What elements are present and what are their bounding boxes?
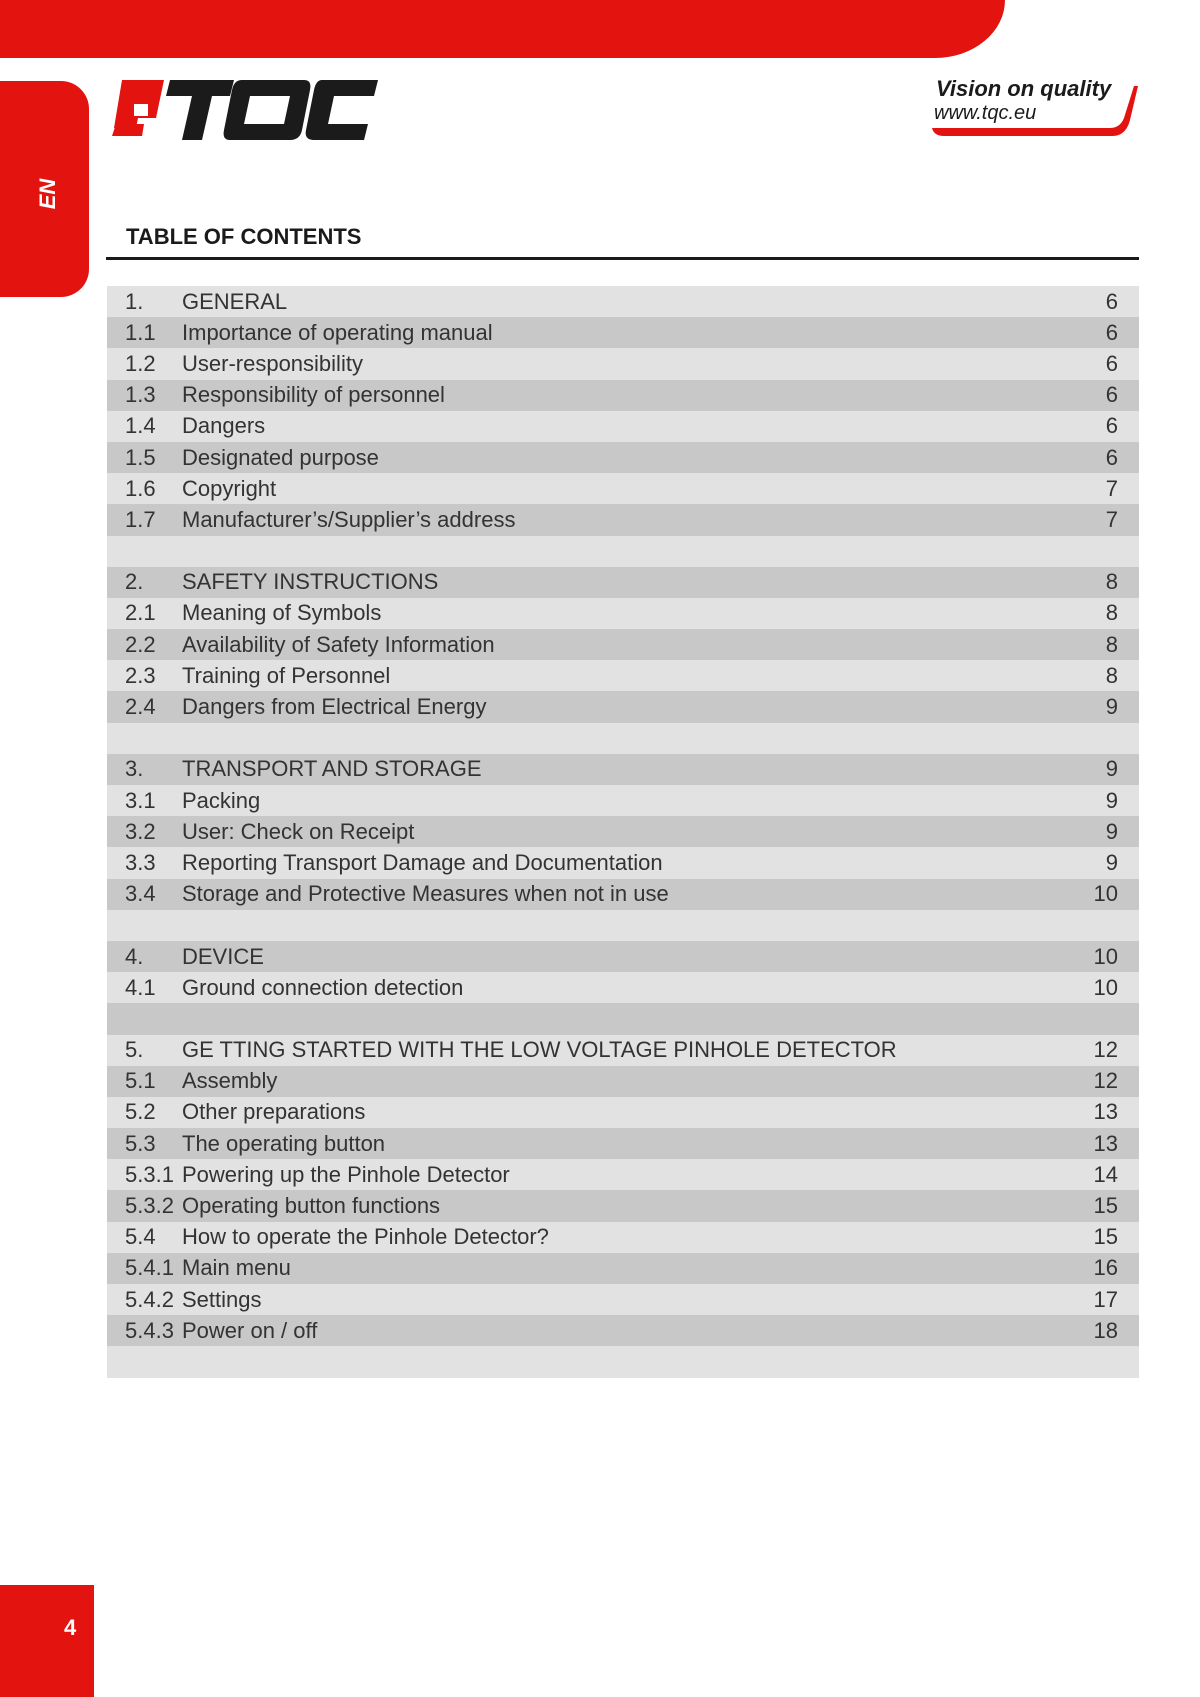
- toc-entry-page: 6: [1105, 350, 1118, 376]
- toc-entry[interactable]: [107, 785, 1139, 816]
- toc-entry-number: 5.: [125, 1037, 144, 1063]
- slogan-text: Vision on quality: [936, 76, 1112, 101]
- toc-entry[interactable]: [107, 1066, 1139, 1097]
- toc-entry-page: 9: [1105, 756, 1118, 782]
- toc-entry-page: 6: [1105, 382, 1118, 408]
- toc-entry-page: 6: [1105, 413, 1118, 439]
- toc-entry-label: Powering up the Pinhole Detector: [182, 1161, 510, 1187]
- toc-table: [107, 286, 1139, 1378]
- toc-entry[interactable]: [107, 1097, 1139, 1128]
- toc-entry[interactable]: [107, 317, 1139, 348]
- toc-entry[interactable]: [107, 1315, 1139, 1346]
- toc-entry[interactable]: [107, 380, 1139, 411]
- toc-entry-label: Importance of operating manual: [182, 319, 493, 345]
- toc-entry-label: Availability of Safety Information: [182, 631, 495, 657]
- toc-entry-number: 2.2: [125, 631, 156, 657]
- page-number-box: [0, 1585, 94, 1697]
- toc-entry[interactable]: [107, 1284, 1139, 1315]
- toc-entry-number: 3.4: [125, 881, 156, 907]
- toc-entry-number: 4.1: [125, 974, 156, 1000]
- toc-entry-number: 2.4: [125, 694, 156, 720]
- toc-entry-label: Main menu: [182, 1255, 291, 1281]
- toc-entry-page: 10: [1093, 881, 1118, 907]
- toc-entry[interactable]: [107, 442, 1139, 473]
- toc-entry-label: Other preparations: [182, 1099, 366, 1125]
- toc-entry-page: 8: [1105, 600, 1118, 626]
- toc-entry-number: 5.4.3: [125, 1317, 174, 1343]
- toc-entry-page: 17: [1093, 1286, 1118, 1312]
- toc-entry-label: Designated purpose: [182, 444, 379, 470]
- toc-spacer-row: [107, 1346, 1139, 1377]
- toc-entry-number: 1.7: [125, 506, 156, 532]
- toc-spacer-row: [107, 723, 1139, 754]
- toc-entry-page: 9: [1105, 818, 1118, 844]
- language-tab: [0, 81, 89, 297]
- toc-entry-page: 13: [1093, 1130, 1118, 1156]
- toc-entry-label: Meaning of Symbols: [182, 600, 382, 626]
- toc-entry-page: 6: [1105, 288, 1118, 314]
- toc-entry-page: 7: [1105, 475, 1118, 501]
- toc-entry[interactable]: [107, 411, 1139, 442]
- toc-entry-number: 3.2: [125, 818, 156, 844]
- tqc-logo: [108, 78, 380, 142]
- toc-entry-number: 5.4.1: [125, 1255, 174, 1281]
- toc-entry-page: 13: [1093, 1099, 1118, 1125]
- toc-entry-label: User-responsibility: [182, 350, 363, 376]
- toc-entry-label: GE TTING STARTED WITH THE LOW VOLTAGE PINHOLE DETECTOR: [182, 1037, 897, 1063]
- top-red-band: [0, 0, 1005, 58]
- toc-entry-label: Power on / off: [182, 1317, 318, 1343]
- toc-entry-page: 8: [1105, 569, 1118, 595]
- toc-entry-label: Assembly: [182, 1068, 278, 1094]
- toc-entry-page: 12: [1093, 1068, 1118, 1094]
- toc-entry-page: 9: [1105, 694, 1118, 720]
- toc-entry[interactable]: [107, 1128, 1139, 1159]
- toc-entry[interactable]: [107, 473, 1139, 504]
- toc-entry-label: Responsibility of personnel: [182, 382, 445, 408]
- slogan-block: [930, 76, 1142, 140]
- toc-spacer-row: [107, 910, 1139, 941]
- toc-entry-label: User: Check on Receipt: [182, 818, 415, 844]
- toc-spacer-row: [107, 536, 1139, 567]
- toc-entry-label: GENERAL: [182, 288, 288, 314]
- toc-entry-number: 1.2: [125, 350, 156, 376]
- toc-entry-label: Operating button functions: [182, 1193, 441, 1219]
- toc-spacer-row: [107, 1003, 1139, 1034]
- toc-entry-number: 5.3.2: [125, 1193, 174, 1219]
- toc-entry[interactable]: [107, 691, 1139, 722]
- toc-entry-label: Settings: [182, 1286, 262, 1312]
- toc-entry[interactable]: [107, 879, 1139, 910]
- toc-entry[interactable]: [107, 847, 1139, 878]
- toc-entry-number: 1.6: [125, 475, 156, 501]
- toc-entry[interactable]: [107, 348, 1139, 379]
- toc-entry-label: Training of Personnel: [182, 662, 391, 688]
- toc-entry-number: 1.: [125, 288, 144, 314]
- toc-entry[interactable]: [107, 1253, 1139, 1284]
- toc-entry-page: 10: [1093, 974, 1118, 1000]
- toc-entry-page: 15: [1093, 1193, 1118, 1219]
- toc-entry-number: 1.3: [125, 382, 156, 408]
- toc-entry-number: 5.3.1: [125, 1161, 174, 1187]
- toc-entry-number: 2.1: [125, 600, 156, 626]
- toc-entry-number: 2.3: [125, 662, 156, 688]
- toc-entry-label: Storage and Protective Measures when not in use: [182, 881, 669, 907]
- toc-entry-number: 5.2: [125, 1099, 156, 1125]
- toc-entry-number: 5.3: [125, 1130, 156, 1156]
- toc-entry[interactable]: [107, 286, 1139, 317]
- toc-entry-page: 7: [1105, 506, 1118, 532]
- toc-entry-page: 6: [1105, 444, 1118, 470]
- website-text: www.tqc.eu: [934, 102, 1037, 124]
- toc-entry-label: SAFETY INSTRUCTIONS: [182, 569, 439, 595]
- toc-entry-number: 5.4.2: [125, 1286, 174, 1312]
- toc-entry-page: 12: [1093, 1037, 1118, 1063]
- toc-entry[interactable]: [107, 1222, 1139, 1253]
- toc-entry-page: 16: [1093, 1255, 1118, 1281]
- toc-entry[interactable]: [107, 754, 1139, 785]
- toc-entry-label: Reporting Transport Damage and Documentation: [182, 849, 663, 875]
- toc-entry-page: 15: [1093, 1224, 1118, 1250]
- toc-entry-label: Copyright: [182, 475, 277, 501]
- toc-entry-page: 9: [1105, 787, 1118, 813]
- toc-entry-label: The operating button: [182, 1130, 386, 1156]
- toc-entry[interactable]: [107, 598, 1139, 629]
- toc-entry[interactable]: [107, 660, 1139, 691]
- toc-entry-page: 8: [1105, 662, 1118, 688]
- toc-entry-page: 8: [1105, 631, 1118, 657]
- toc-entry-page: 10: [1093, 943, 1118, 969]
- toc-entry-label: Dangers: [182, 413, 266, 439]
- toc-entry[interactable]: [107, 629, 1139, 660]
- toc-entry-number: 5.1: [125, 1068, 156, 1094]
- toc-entry-number: 5.4: [125, 1224, 156, 1250]
- toc-entry-number: 4.: [125, 943, 144, 969]
- toc-entry-page: 9: [1105, 849, 1118, 875]
- toc-entry[interactable]: [107, 567, 1139, 598]
- toc-entry-number: 3.3: [125, 849, 156, 875]
- toc-entry-page: 18: [1093, 1317, 1118, 1343]
- toc-entry-page: 14: [1093, 1161, 1118, 1187]
- toc-entry[interactable]: [107, 972, 1139, 1003]
- toc-entry-label: DEVICE: [182, 943, 264, 969]
- toc-entry-label: Packing: [182, 787, 261, 813]
- title-divider: [106, 257, 1139, 260]
- toc-entry-label: Manufacturer’s/Supplier’s address: [182, 506, 516, 532]
- toc-entry-label: Ground connection detection: [182, 974, 464, 1000]
- toc-entry[interactable]: [107, 1159, 1139, 1190]
- toc-entry-page: 6: [1105, 319, 1118, 345]
- toc-entry-number: 1.5: [125, 444, 156, 470]
- toc-entry[interactable]: [107, 816, 1139, 847]
- toc-entry-number: 3.: [125, 756, 144, 782]
- toc-entry-number: 2.: [125, 569, 144, 595]
- toc-entry[interactable]: [107, 1190, 1139, 1221]
- language-label: EN: [35, 178, 60, 210]
- page-number: 4: [64, 1615, 77, 1640]
- toc-entry-label: Dangers from Electrical Energy: [182, 694, 487, 720]
- toc-entry-number: 1.1: [125, 319, 156, 345]
- toc-entry-number: 3.1: [125, 787, 156, 813]
- page-title: TABLE OF CONTENTS: [126, 224, 362, 249]
- toc-entry[interactable]: [107, 504, 1139, 535]
- toc-entry[interactable]: [107, 941, 1139, 972]
- toc-entry-number: 1.4: [125, 413, 156, 439]
- toc-entry-label: How to operate the Pinhole Detector?: [182, 1224, 549, 1250]
- toc-entry-label: TRANSPORT AND STORAGE: [182, 756, 482, 782]
- toc-entry[interactable]: [107, 1035, 1139, 1066]
